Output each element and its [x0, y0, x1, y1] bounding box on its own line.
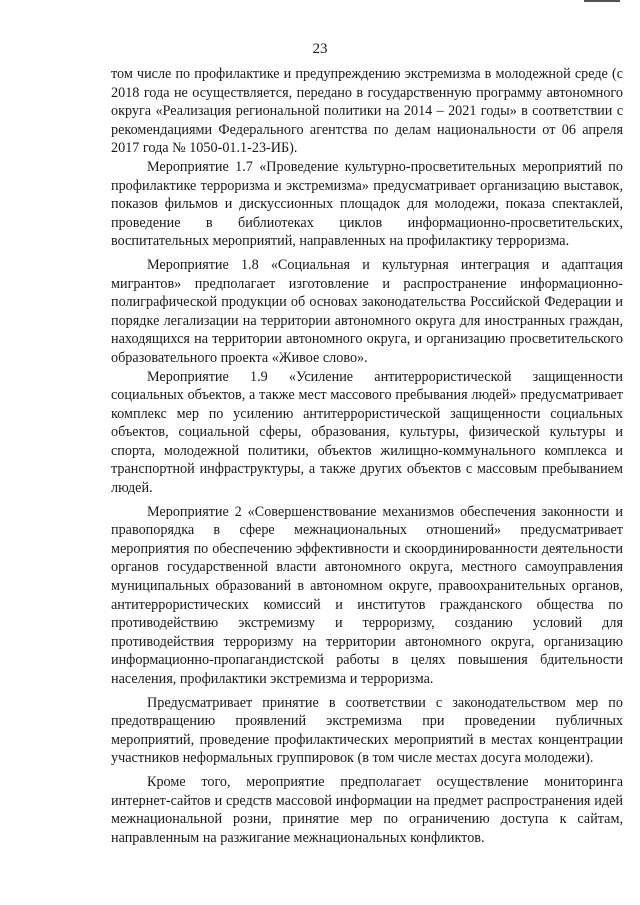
body-text: [111, 65, 623, 847]
paragraph-measure-2: Мероприятие 2 «Совершенствование механизмов обеспечения законности и правопорядка в сфере межнациональных отношений» предусматривает мероприятия по обеспечению эффективности и скоординированности деятельности органов государственной власти автономного округа, местного самоуправления муниципальных образований в автономном округе, правоохранительных органов, антитеррористических комиссий и институтов гражданского общества по противодействию экстремизму и терроризму, созданию условий для противодействия терроризму на территории автономного округа, организацию информационно-пропагандистской работы в целях повышения бдительности населения, профилактики экстремизма и терроризма.: [111, 503, 623, 687]
page-number: 23: [312, 41, 328, 57]
paragraph-measure-1-7: Мероприятие 1.7 «Проведение культурно-просветительных мероприятий по профилактике терроризма и экстремизма» предусматривает организацию выставок, показов фильмов и дискуссионных площадок для молодежи, показа спектаклей, проведение в библиотеках циклов информационно-просветительских, воспитательных мероприятий, направленных на профилактику терроризма.: [111, 158, 623, 250]
scan-corner-mark: [584, 0, 620, 2]
paragraph-measure-1-8: Мероприятие 1.8 «Социальная и культурная интеграция и адаптация мигрантов» предполагает изготовление и распространение информационно-полиграфической продукции об основах законодательства Российской Федерации и порядке легализации на территории автономного округа для иностранных граждан, находящихся на территории автономного округа, и организацию просветительского образовательного проекта «Живое слово».: [111, 256, 623, 366]
paragraph-continuation: том числе по профилактике и предупреждению экстремизма в молодежной среде (с 2018 года не осуществляется, передано в государственную программу автономного округа «Реализация региональной политики на 2014 – 2021 годы» в соответствии с рекомендациями Федерального агентства по делам национальности от 06 апреля 2017 года № 1050-01.1-23-ИБ).: [111, 66, 623, 157]
paragraph-measure-1-9: Мероприятие 1.9 «Усиление антитеррористической защищенности социальных объектов, а также мест массового пребывания людей» предусматривает комплекс мер по усилению антитеррористической защищенности социальных объектов, социальной сферы, образования, культуры, физической культуры и спорта, молодежной политики, объектов жилищно-коммунального комплекса и транспортной инфраструктуры, а также других объектов с массовым пребыванием людей.: [111, 368, 623, 497]
paragraph-public-events: Предусматривает принятие в соответствии с законодательством мер по предотвращению проявлений экстремизма при проведении публичных мероприятий, проведение профилактических мероприятий в местах концентрации участников неформальных группировок (в том числе местах досуга молодежи).: [111, 694, 623, 767]
paragraph-monitoring: Кроме того, мероприятие предполагает осуществление мониторинга интернет-сайтов и средств массовой информации на предмет распространения идей межнациональной розни, принятие мер по ограничению доступа к сайтам, направленным на разжигание межнациональных конфликтов.: [111, 773, 623, 846]
